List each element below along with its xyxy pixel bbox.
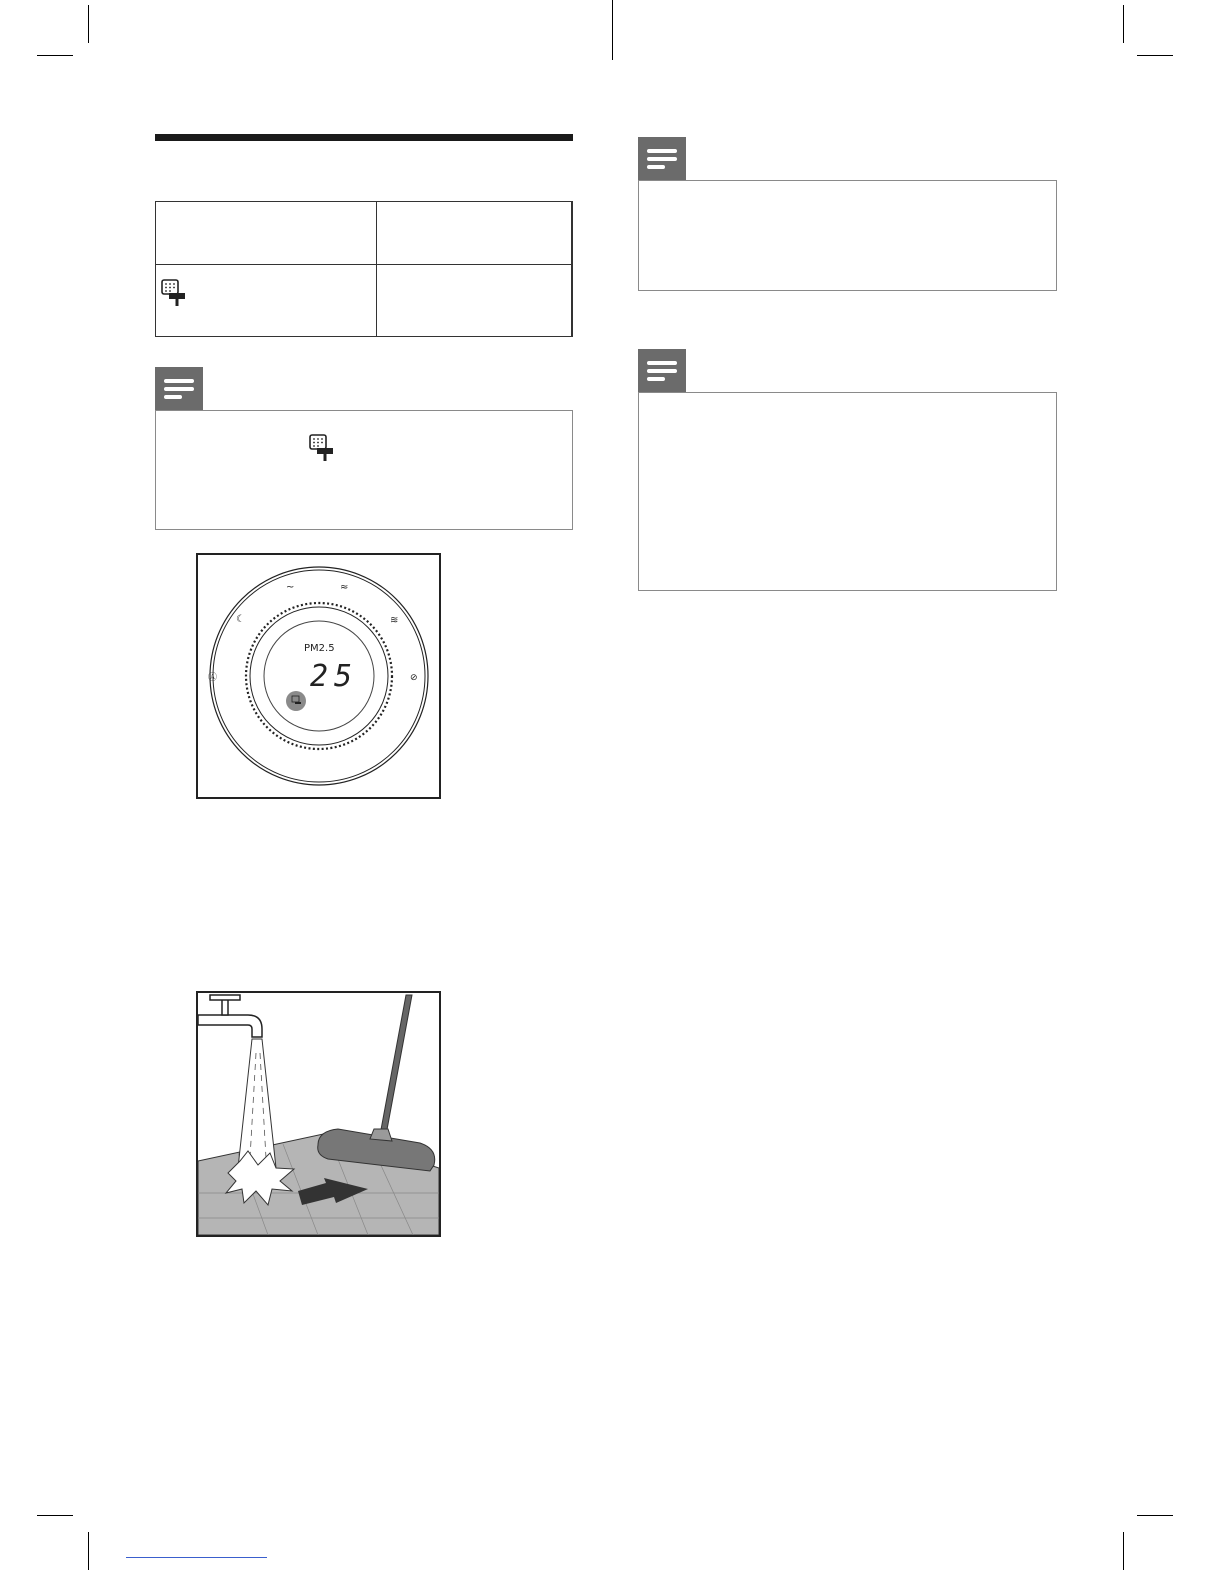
crop-mark <box>1137 1515 1173 1516</box>
filter-clean-icon <box>308 433 334 468</box>
table-row <box>156 264 571 336</box>
control-panel-illustration <box>196 553 441 799</box>
crop-mark <box>1123 5 1124 43</box>
tap-icon <box>198 995 262 1037</box>
note-icon <box>638 137 686 181</box>
center-fold-line <box>612 0 613 60</box>
crop-mark <box>1123 1532 1124 1570</box>
section-heading-rule <box>155 134 573 141</box>
filter-table <box>155 201 573 337</box>
pm-value-display: 25 <box>310 659 359 694</box>
pm-label: PM2.5 <box>304 643 335 654</box>
footer-link[interactable] <box>126 1557 267 1558</box>
fan-speed-3-icon: ≋ <box>390 615 399 626</box>
vacuum-cleaner-icon <box>318 995 435 1171</box>
note-icon <box>638 349 686 393</box>
table-row <box>156 202 571 265</box>
note-icon <box>155 367 203 411</box>
crop-mark <box>88 5 89 43</box>
filter-clean-alert-icon <box>286 691 306 711</box>
crop-mark <box>88 1532 89 1570</box>
fan-speed-1-icon: ~ <box>286 582 295 593</box>
crop-mark <box>1137 55 1173 56</box>
filter-cleaning-illustration <box>196 991 441 1237</box>
crop-mark <box>37 55 73 56</box>
note-box <box>638 180 1057 291</box>
fan-speed-2-icon: ≈ <box>340 582 349 593</box>
note-box <box>638 392 1057 591</box>
note-box <box>155 410 573 530</box>
auto-mode-icon: Ⓐ <box>208 673 218 683</box>
filter-clean-icon <box>160 278 186 313</box>
turbo-mode-icon: ⊘ <box>410 673 418 683</box>
crop-mark <box>37 1515 73 1516</box>
filter-cleaning-drawing <box>198 993 439 1235</box>
sleep-mode-icon: ☾ <box>236 614 245 625</box>
